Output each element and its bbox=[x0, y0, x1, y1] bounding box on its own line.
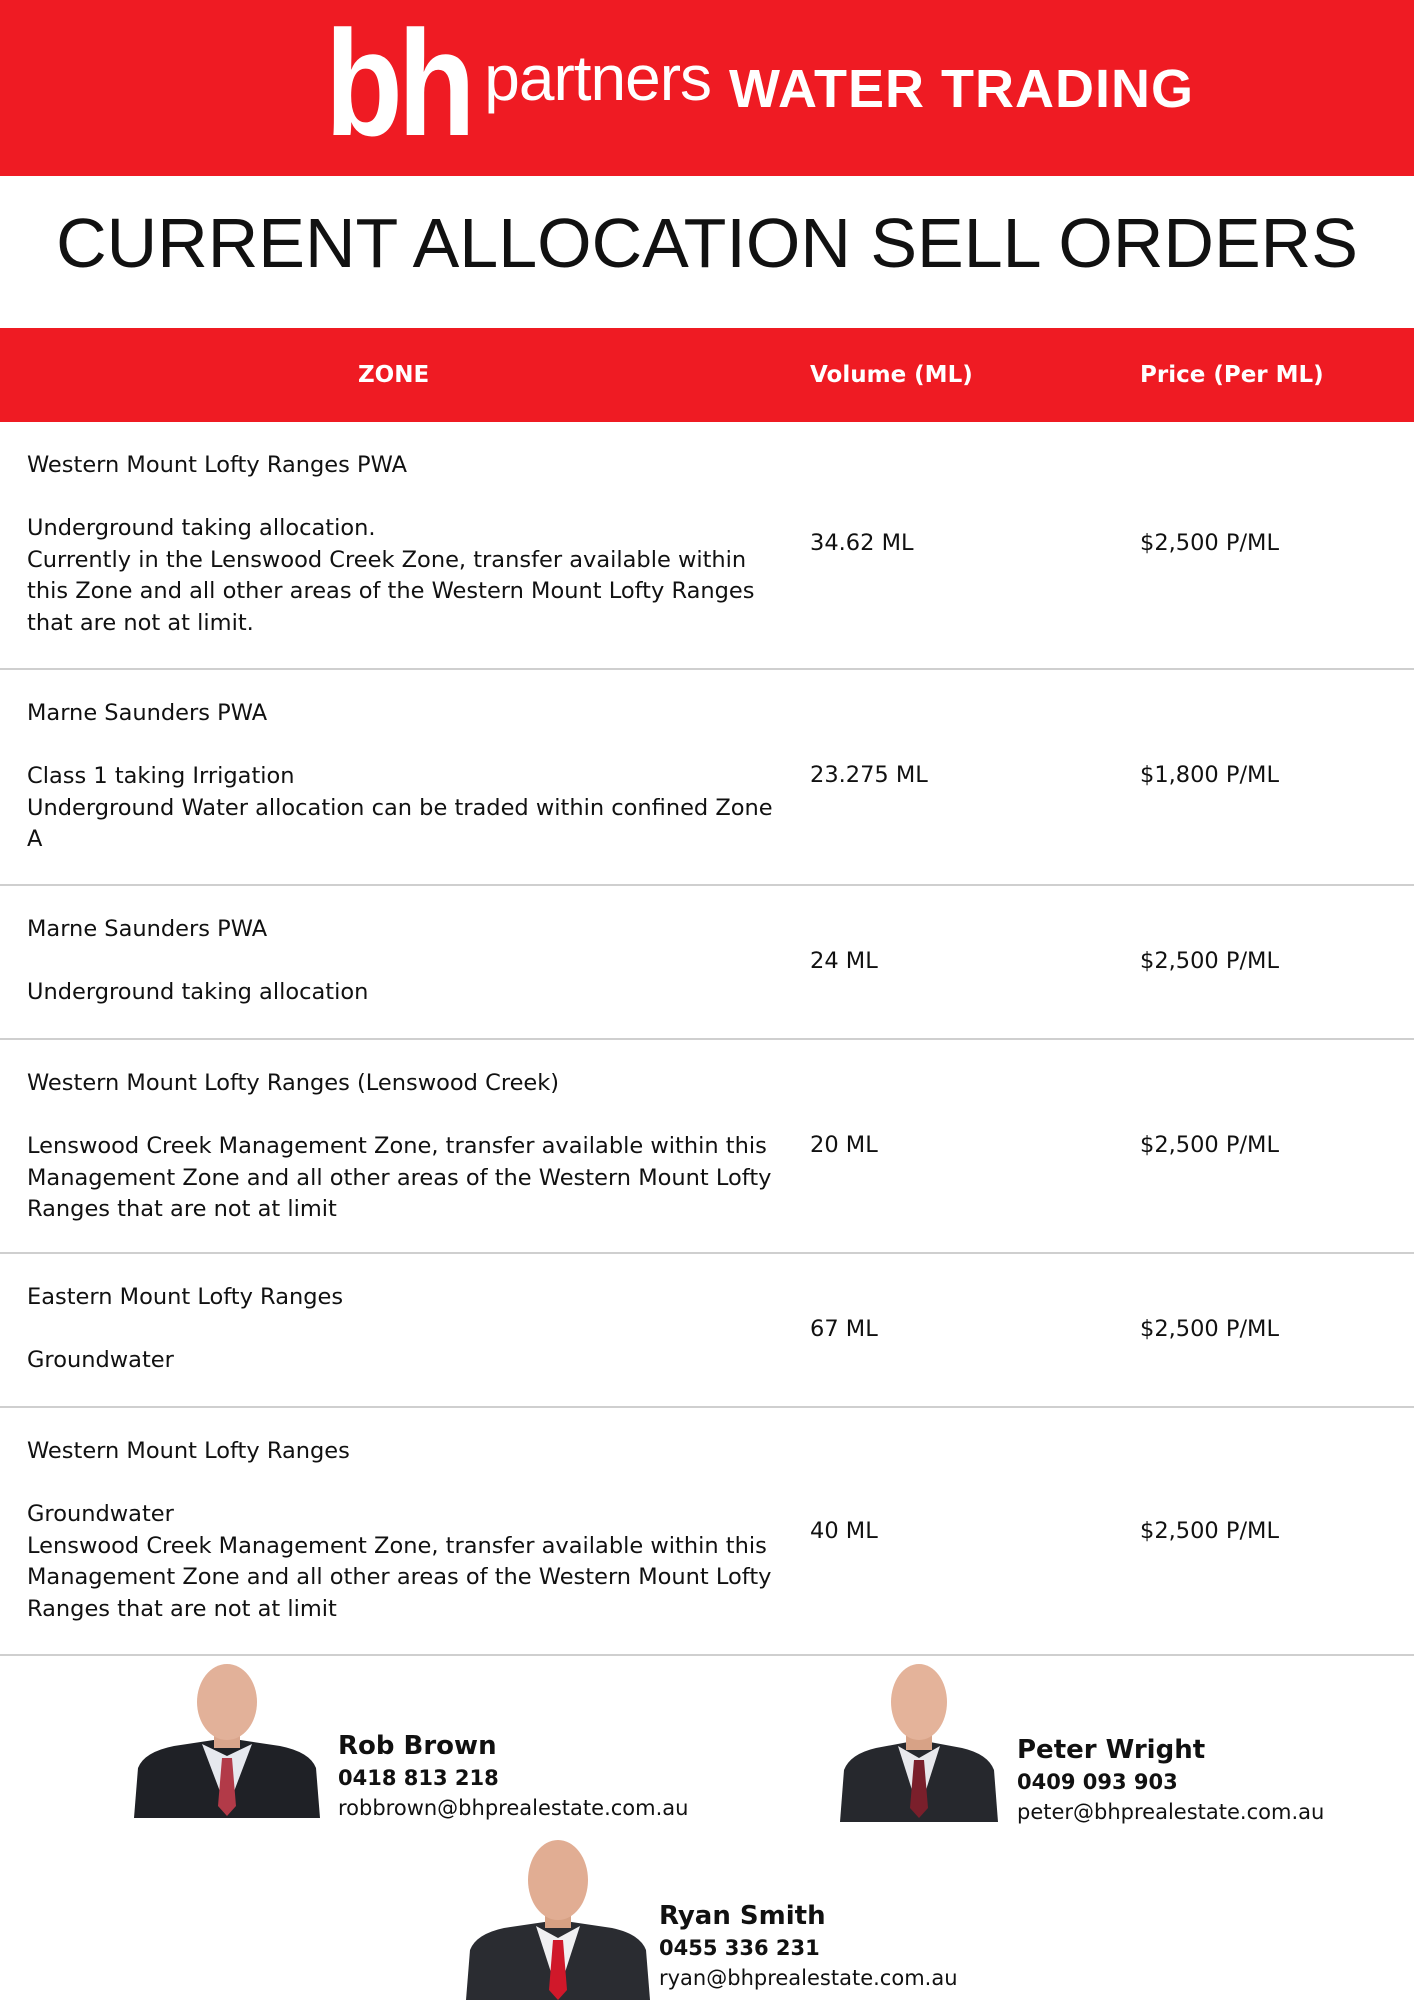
zone-name: Western Mount Lofty Ranges PWA bbox=[27, 452, 407, 478]
contact-email[interactable]: robbrown@bhprealestate.com.au bbox=[338, 1796, 689, 1820]
price-cell: $2,500 P/ML bbox=[1140, 948, 1279, 974]
price-cell: $2,500 P/ML bbox=[1140, 1316, 1279, 1342]
table-row bbox=[0, 1408, 1414, 1656]
table-header bbox=[0, 328, 1414, 422]
contact-email[interactable]: peter@bhprealestate.com.au bbox=[1017, 1800, 1325, 1824]
zone-cell bbox=[27, 1436, 772, 1625]
zone-name: Marne Saunders PWA bbox=[27, 700, 268, 726]
table-row bbox=[0, 422, 1414, 670]
table-row bbox=[0, 670, 1414, 886]
zone-detail: Groundwater bbox=[27, 1501, 174, 1527]
volume-cell: 34.62 ML bbox=[810, 530, 914, 556]
contact-photo bbox=[466, 1834, 650, 2000]
zone-cell bbox=[27, 698, 773, 856]
price-cell: $2,500 P/ML bbox=[1140, 1132, 1279, 1158]
zone-detail: Underground taking allocation bbox=[27, 979, 369, 1005]
volume-cell: 24 ML bbox=[810, 948, 878, 974]
brand-logo bbox=[325, 0, 1195, 167]
volume-cell: 67 ML bbox=[810, 1316, 878, 1342]
zone-detail: Ranges that are not at limit bbox=[27, 1196, 337, 1222]
zone-detail: Underground taking allocation. bbox=[27, 515, 376, 541]
zone-detail: that are not at limit. bbox=[27, 609, 254, 636]
zone-name: Marne Saunders PWA bbox=[27, 916, 268, 942]
volume-cell: 40 ML bbox=[810, 1518, 878, 1544]
price-cell: $2,500 P/ML bbox=[1140, 530, 1279, 556]
contact-name: Rob Brown bbox=[338, 1731, 497, 1761]
page-title: CURRENT ALLOCATION SELL ORDERS bbox=[56, 204, 1358, 282]
table-row bbox=[0, 1254, 1414, 1408]
zone-name: Eastern Mount Lofty Ranges bbox=[27, 1284, 344, 1310]
zone-cell bbox=[27, 1068, 772, 1226]
contact-name: Ryan Smith bbox=[659, 1901, 826, 1931]
logo-tagline: WATER TRADING bbox=[729, 59, 1195, 119]
zone-name: Western Mount Lofty Ranges bbox=[27, 1438, 350, 1464]
price-cell: $1,800 P/ML bbox=[1140, 762, 1279, 788]
contact-phone: 0409 093 903 bbox=[1017, 1770, 1178, 1794]
zone-detail: Management Zone and all other areas of the Western Mount Lofty bbox=[27, 1564, 772, 1590]
zone-name: Western Mount Lofty Ranges (Lenswood Creek) bbox=[27, 1070, 560, 1096]
zone-detail: Class 1 taking Irrigation bbox=[27, 763, 295, 789]
volume-cell: 20 ML bbox=[810, 1132, 878, 1158]
table-row bbox=[0, 1040, 1414, 1254]
zone-detail: Management Zone and all other areas of the Western Mount Lofty bbox=[27, 1164, 772, 1191]
zone-detail: Lenswood Creek Management Zone, transfer available within this bbox=[27, 1133, 767, 1159]
logo-word: partners bbox=[484, 42, 712, 114]
logo-mark: bh bbox=[325, 0, 471, 167]
zone-detail: A bbox=[27, 826, 43, 852]
contact-photo bbox=[840, 1658, 998, 1822]
contact-photo bbox=[134, 1660, 320, 1818]
zone-detail: this Zone and all other areas of the Western Mount Lofty Ranges bbox=[27, 578, 755, 604]
zone-detail: Groundwater bbox=[27, 1347, 174, 1373]
column-header-volume: Volume (ML) bbox=[810, 362, 973, 388]
contact-phone: 0418 813 218 bbox=[338, 1766, 499, 1790]
table-row bbox=[0, 886, 1414, 1040]
contact-phone: 0455 336 231 bbox=[659, 1936, 820, 1960]
zone-cell bbox=[27, 450, 767, 639]
contact-name: Peter Wright bbox=[1017, 1735, 1206, 1765]
zone-cell bbox=[27, 1282, 767, 1377]
contact-email[interactable]: ryan@bhprealestate.com.au bbox=[659, 1966, 958, 1990]
column-header-price: Price (Per ML) bbox=[1140, 362, 1324, 388]
zone-cell bbox=[27, 914, 767, 1009]
zone-detail: Ranges that are not at limit bbox=[27, 1595, 337, 1622]
zone-detail: Lenswood Creek Management Zone, transfer available within this bbox=[27, 1532, 767, 1559]
column-header-zone: ZONE bbox=[358, 362, 430, 388]
volume-cell: 23.275 ML bbox=[810, 762, 928, 788]
zone-detail: Underground Water allocation can be traded within confined Zone bbox=[27, 794, 773, 821]
price-cell: $2,500 P/ML bbox=[1140, 1518, 1279, 1544]
header-banner bbox=[0, 0, 1414, 176]
zone-detail: Currently in the Lenswood Creek Zone, transfer available within bbox=[27, 546, 747, 573]
